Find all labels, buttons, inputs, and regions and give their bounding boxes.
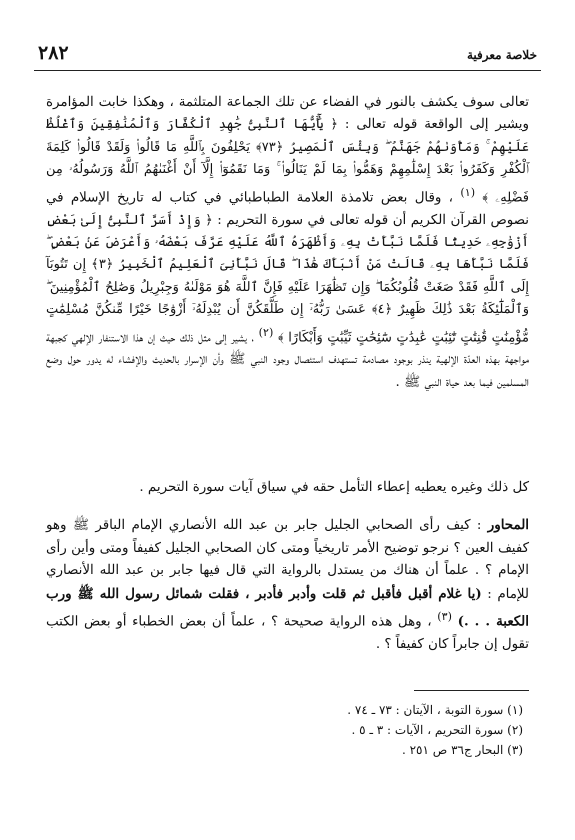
footnote-text: البحار ج٣٦ ص ٢٥١ . <box>401 743 504 757</box>
footnote-ref: (٣) <box>437 610 452 624</box>
running-title: خلاصة معرفية <box>466 48 537 62</box>
footnote-number: (١) <box>507 703 523 717</box>
paragraph-text: ، يشير إلى مثل ذلك حيث إن هذا الاستنفار الإلهي كجبهة مواجهة بهذه العدّة الإلهية ينذر بوجود مصادمة تستهدف استئصال وجود النبي ﷺ وأن الإسرار بالحديث والإفشاء له يدور حول وضع المسلمين فيما بعد حياة النبي ﷺ . <box>46 330 529 390</box>
closing-paragraph: كل ذلك وغيره يعطيه إعطاء التأمل حقه في سياق آيات سورة التحريم . <box>139 480 529 495</box>
page-number: ٢٨٢ <box>38 42 69 64</box>
footnote-divider <box>414 690 529 691</box>
question-text: ، وهل هذه الرواية صحيحة ؟ ، علماً أن بعض الخطباء أو بعض الكتب تقول إن جابراً كان كفيفاً ؟ . <box>46 614 529 653</box>
main-paragraph <box>46 92 529 394</box>
narration-quote: (يا غلام أقبل فأقبل ثم قلت وأدبر فأدبر ، فقلت شمائل رسول الله ﷺ ورب الكعبة . . .) <box>46 585 529 630</box>
paragraph-text: ، وقال بعض تلامذة العلامة الطباطبائي في كتاب له تاريخ الإسلام في نصوص القرآن الكريم أن قوله تعالى في سورة التحريم : <box>46 190 530 228</box>
footnote-text: سورة التحريم ، الآيات : ٣ ـ ٥ . <box>351 723 504 737</box>
footnote-text: سورة التوبة ، الآيتان : ٧٣ ـ ٧٤ . <box>347 703 504 717</box>
footnote-ref: (٢) <box>258 325 274 339</box>
quran-verse: ﴿ يَٰٓأَيُّهَا ٱلنَّبِىُّ جَٰهِدِ ٱلْكُفَّارَ وَٱلْمُنَٰفِقِينَ وَٱغْلُظْ عَلَيْهِمْ ۚ وَمَأْوَىٰهُمْ جَهَنَّمُ ۖ وَبِئْسَ ٱلْمَصِيرُ ﴿٧٣﴾ يَحْلِفُونَ بِٱللَّهِ مَا قَالُوا۟ وَلَقَدْ قَالُوا۟ كَلِمَةَ ٱلْكُفْرِ وَكَفَرُوا۟ بَعْدَ إِسْلَٰمِهِمْ وَهَمُّوا۟ بِمَا لَمْ يَنَالُوا۟ ۚ وَمَا نَقَمُوٓا۟ إِلَّآ أَنْ أَغْنَىٰهُمُ ٱللَّهُ وَرَسُولُهُۥ مِن فَضْلِهِۦ ﴾ <box>46 117 529 206</box>
footnote-number: (٣) <box>507 743 523 757</box>
page-header <box>34 40 541 71</box>
section-heading: المحاور <box>487 517 529 533</box>
footnote <box>46 720 523 740</box>
question-text: : كيف رأى الصحابي الجليل جابر بن عبد الله الأنصاري الإمام الباقر ﷺ وهو كفيف العين ؟ نرجو توضيح الأمر تاريخياً ومتى كان الصحابي الجليل كفيفاً ومتى وأين رأى الإمام ؟ . علماً أن هناك من يستدل بالرواية التي قال فيها جابر بن عبد الله الأنصاري للإمام : <box>46 518 529 602</box>
footnote-number: (٢) <box>507 723 523 737</box>
question-section <box>46 514 529 657</box>
footnote <box>46 740 523 760</box>
quran-verse: ﴿ وَإِذْ أَسَرَّ ٱلنَّبِىُّ إِلَىٰ بَعْضِ أَزْوَٰجِهِۦ حَدِيثًا فَلَمَّا نَبَّأَتْ بِهِۦ وَأَظْهَرَهُ ٱللَّهُ عَلَيْهِ عَرَّفَ بَعْضَهُۥ وَأَعْرَضَ عَنۢ بَعْضٍ ۖ فَلَمَّا نَبَّأَهَا بِهِۦ قَالَتْ مَنْ أَنۢبَأَكَ هَٰذَا ۖ قَالَ نَبَّأَنِىَ ٱلْعَلِيمُ ٱلْخَبِيرُ ﴿٣﴾ إِن تَتُوبَآ إِلَى ٱللَّهِ فَقَدْ صَغَتْ قُلُوبُكُمَا ۖ وَإِن تَظَٰهَرَا عَلَيْهِ فَإِنَّ ٱللَّهَ هُوَ مَوْلَىٰهُ وَجِبْرِيلُ وَصَٰلِحُ ٱلْمُؤْمِنِينَ ۖ وَٱلْمَلَٰٓئِكَةُ بَعْدَ ذَٰلِكَ ظَهِيرٌ ﴿٤﴾ عَسَىٰ رَبُّهُۥٓ إِن طَلَّقَكُنَّ أَن يُبْدِلَهُۥٓ أَزْوَٰجًا خَيْرًا مِّنكُنَّ مُسْلِمَٰتٍ مُّؤْمِنَٰتٍ قَٰنِتَٰتٍ تَٰٓئِبَٰتٍ عَٰبِدَٰتٍ سَٰٓئِحَٰتٍ ثَيِّبَٰتٍ وَأَبْكَارًا ﴾ <box>46 212 529 345</box>
footnote-ref: (١) <box>460 185 476 199</box>
footnote <box>46 700 523 720</box>
footnotes <box>46 700 523 760</box>
paragraph-text: تعالى سوف يكشف بالنور في الفضاء عن تلك الجماعة المتلثمة ، وهكذا خابت المؤامرة ويشير إلى الواقعة قوله تعالى : <box>46 95 529 133</box>
